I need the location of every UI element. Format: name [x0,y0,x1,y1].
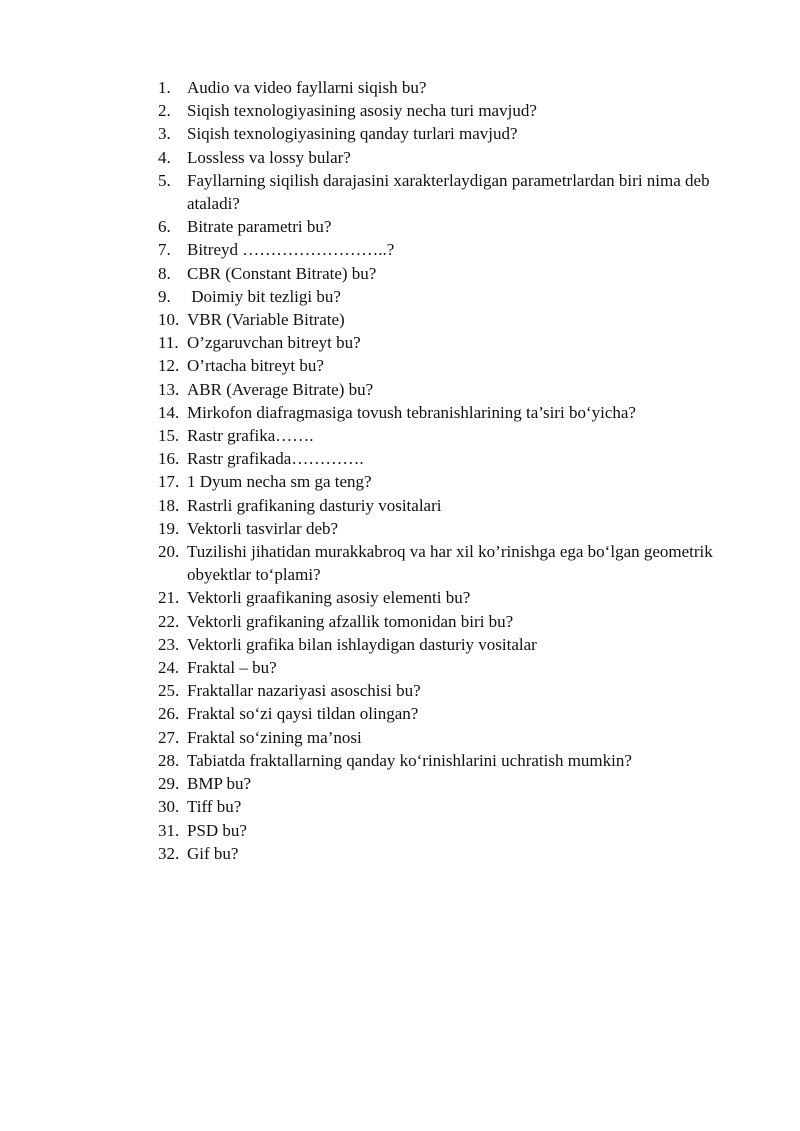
question-number: 1. [158,78,171,97]
question-number: 17. [158,472,180,492]
question-item [158,610,748,633]
question-text: Siqish texnologiyasining qanday turlari mavjud? [187,124,518,144]
question-item [158,447,748,470]
question-number: 20. [158,542,180,562]
question-text: CBR (Constant Bitrate) bu? [187,263,377,283]
question-text: Rastr grafika……. [187,426,314,446]
question-text: ABR (Average Bitrate) bu? [187,379,374,399]
question-text: PSD bu? [187,820,247,840]
question-number: 28. [158,750,180,770]
question-text: O’zgaruvchan bitreyt bu? [187,333,361,353]
question-item [158,122,748,145]
question-item [158,424,748,447]
question-number: 15. [158,426,180,446]
question-text: Vektorli graafikaning asosiy elementi bu? [187,588,471,608]
question-number: 27. [158,727,180,747]
question-text: BMP bu? [187,774,252,794]
question-text: Rastrli grafikaning dasturiy vositalari [187,495,442,515]
question-item [158,795,748,818]
question-number: 32. [158,843,180,863]
question-item [158,726,748,749]
question-item [158,656,748,679]
question-number: 18. [158,495,180,515]
question-item [158,146,748,169]
question-number: 7. [158,240,171,260]
question-text: Doimiy bit tezligi bu? [187,286,341,306]
question-item [158,749,748,772]
question-number: 10. [158,310,180,330]
question-item [158,702,748,725]
question-text: Mirkofon diafragmasiga tovush tebranishlarining ta’siri bo‘yicha? [187,402,636,422]
question-item [158,169,748,215]
question-text: Tabiatda fraktallarning qanday ko‘rinishlarini uchratish mumkin? [187,750,632,770]
question-number: 6. [158,217,171,237]
question-item [158,679,748,702]
question-number: 3. [158,124,171,144]
question-item [158,517,748,540]
question-list [158,76,748,865]
question-number: 25. [158,681,180,701]
question-text: Rastr grafikada…………. [187,449,364,469]
question-number: 13. [158,379,180,399]
question-item [158,331,748,354]
question-item [158,215,748,238]
question-number: 8. [158,263,171,283]
question-item [158,308,748,331]
question-item [158,378,748,401]
question-text: Fraktal – bu? [187,658,277,678]
question-number: 9. [158,286,171,306]
question-item [158,842,748,865]
question-item [158,540,748,586]
question-number: 4. [158,147,171,167]
question-text: Bitrate parametri bu? [187,217,332,237]
question-item [158,470,748,493]
question-number: 23. [158,634,180,654]
question-number: 29. [158,774,180,794]
question-number: 2. [158,101,171,121]
question-text: Vektorli grafika bilan ishlaydigan dasturiy vositalar [187,634,537,654]
question-text: Audio va video fayllarni siqish bu? [187,78,427,97]
question-number: 12. [158,356,180,376]
question-text: Fraktal so‘zi qaysi tildan olingan? [187,704,419,724]
question-number: 21. [158,588,180,608]
question-number: 11. [158,333,179,353]
question-item [158,633,748,656]
question-item [158,772,748,795]
question-text: Vektorli tasvirlar deb? [187,518,339,538]
question-item [158,262,748,285]
question-text: Tuzilishi jihatidan murakkabroq va har xil ko’rinishga ega bo‘lgan geometrik obyektlar to‘plami? [187,542,718,585]
question-item [158,401,748,424]
question-text: Vektorli grafikaning afzallik tomonidan biri bu? [187,611,514,631]
question-item [158,238,748,261]
question-number: 14. [158,402,180,422]
question-item [158,819,748,842]
question-text: Fraktal so‘zining ma’nosi [187,727,362,747]
question-text: Lossless va lossy bular? [187,147,351,167]
question-item [158,99,748,122]
question-number: 22. [158,611,180,631]
question-number: 24. [158,658,180,678]
question-text: Bitreyd ……………………..? [187,240,395,260]
question-text: 1 Dyum necha sm ga teng? [187,472,372,492]
question-number: 26. [158,704,180,724]
question-item [158,494,748,517]
question-number: 16. [158,449,180,469]
question-text: Siqish texnologiyasining asosiy necha turi mavjud? [187,101,537,121]
question-number: 5. [158,170,171,190]
question-number: 19. [158,518,180,538]
question-text: O’rtacha bitreyt bu? [187,356,324,376]
question-text: Fraktallar nazariyasi asoschisi bu? [187,681,421,701]
question-text: Gif bu? [187,843,239,863]
question-number: 30. [158,797,180,817]
question-text: Fayllarning siqilish darajasini xarakterlaydigan parametrlardan biri nima deb ataladi? [187,170,714,214]
question-item [158,354,748,377]
question-item [158,76,748,99]
question-number: 31. [158,820,180,840]
question-text: Tiff bu? [187,797,242,817]
question-item [158,285,748,308]
question-item [158,586,748,609]
question-text: VBR (Variable Bitrate) [187,310,345,330]
